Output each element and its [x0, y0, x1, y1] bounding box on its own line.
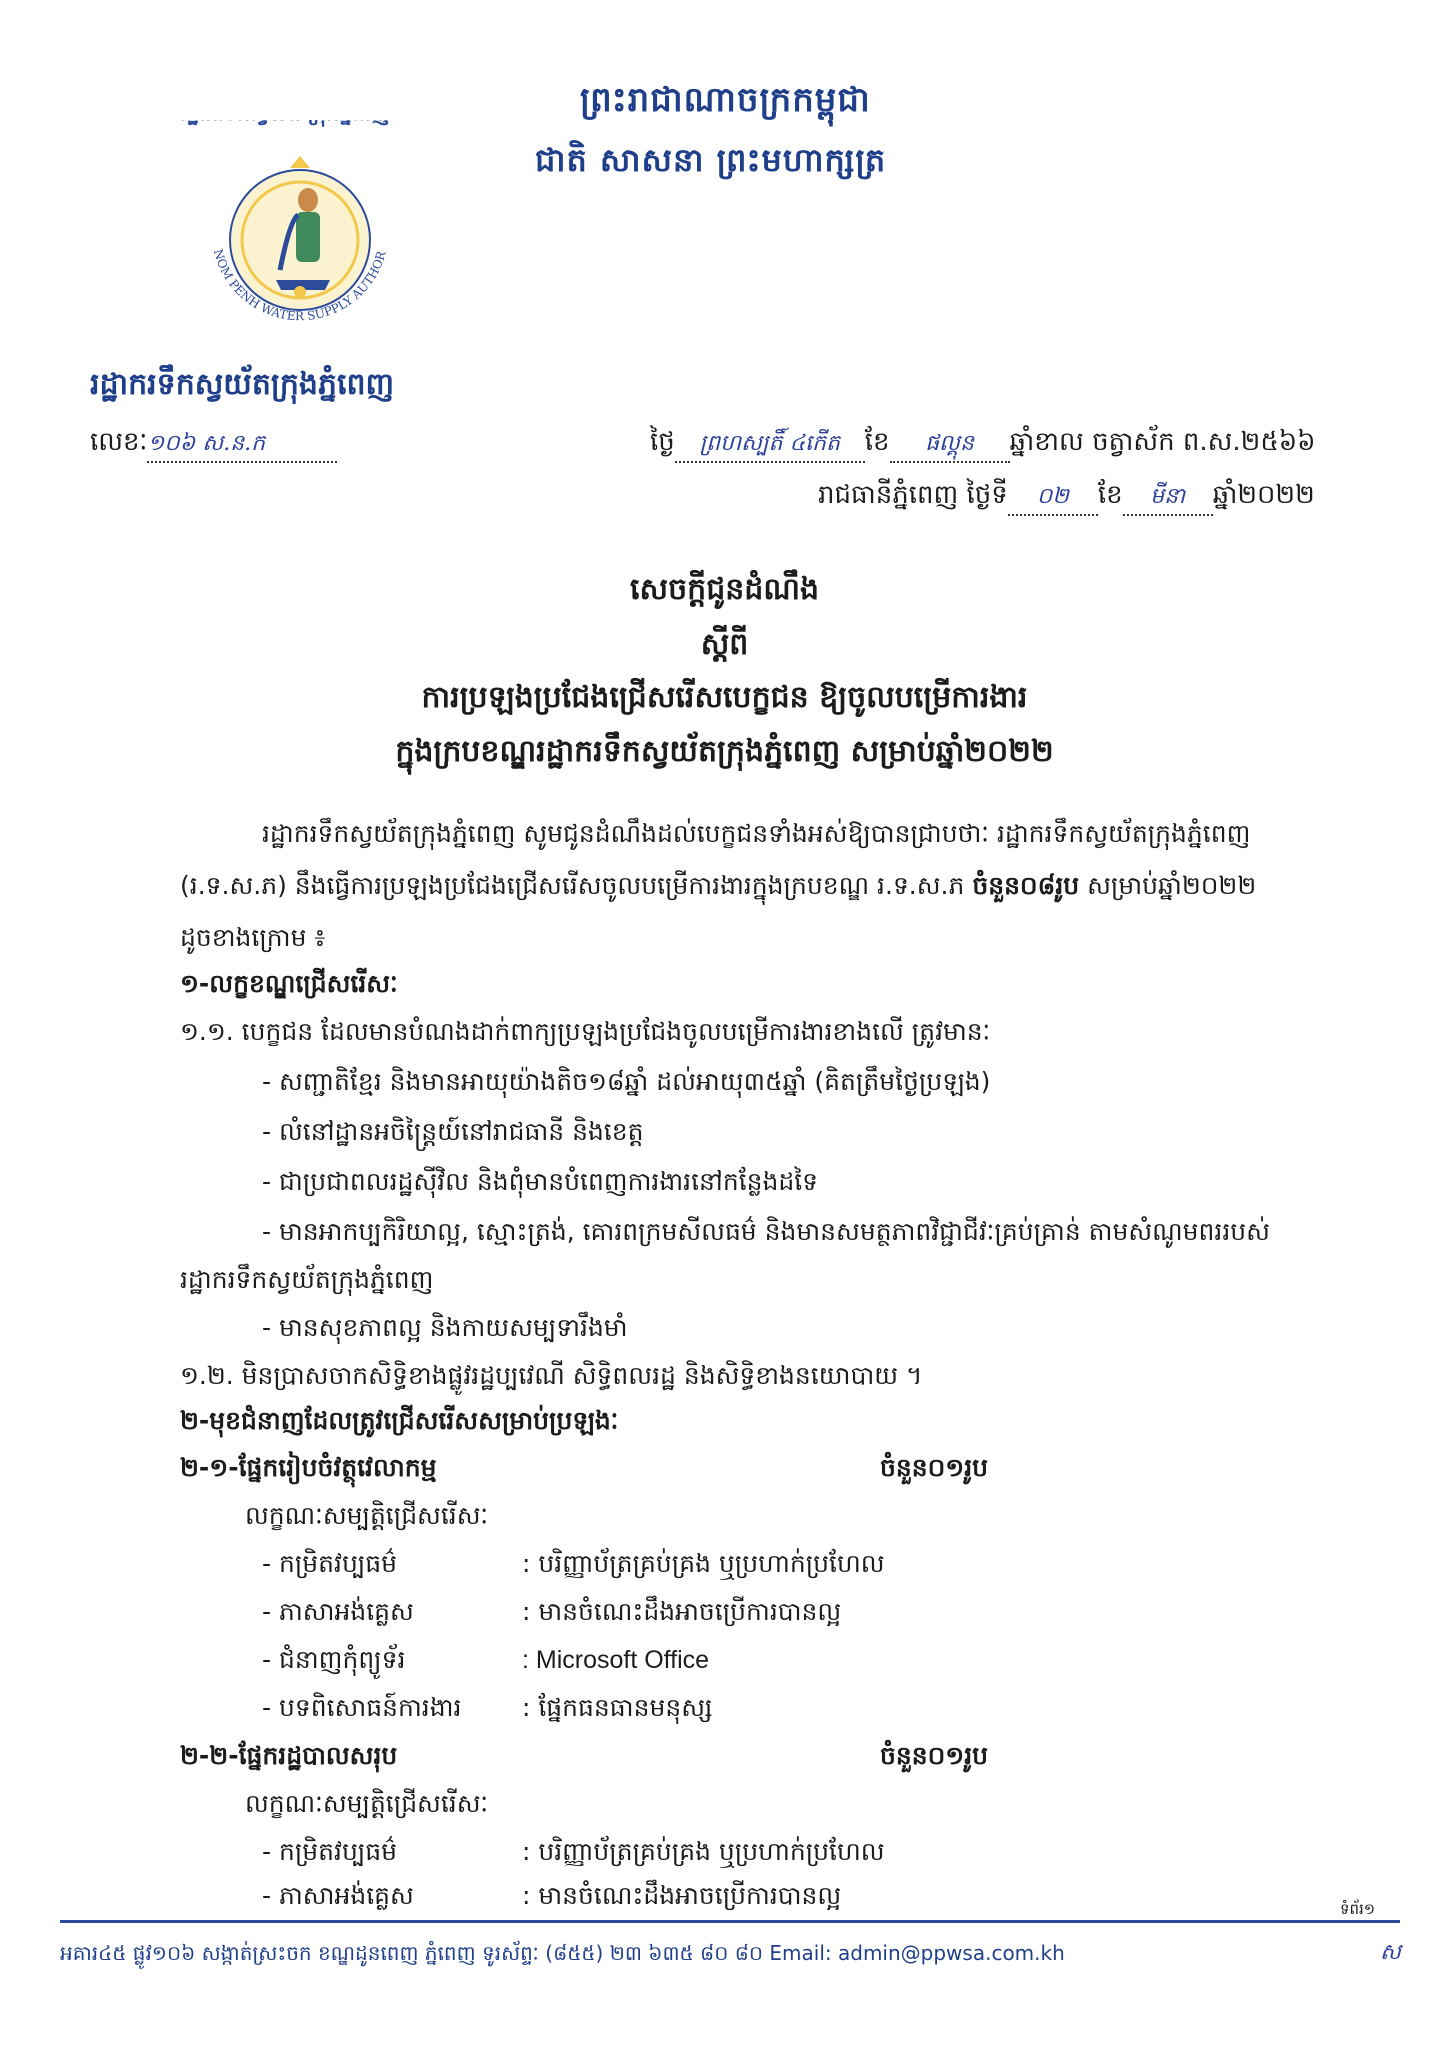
- solar-month-value: មីនា: [1123, 482, 1213, 516]
- criteria-bullet: - សញ្ជាតិខ្មែរ និងមានអាយុយ៉ាងតិច១៨ឆ្នាំ ដល់អាយុ៣៥ឆ្នាំ (គិតត្រឹមថ្ងៃប្រឡង): [262, 1067, 991, 1096]
- national-motto: ជាតិ សាសនា ព្រះមហាក្សត្រ: [535, 141, 887, 179]
- sub1-row-value: : Microsoft Office: [522, 1646, 710, 1674]
- lunar-month-value: ផល្គុន: [890, 429, 1010, 463]
- solar-day-value: ០២: [1008, 482, 1098, 516]
- org-name: រដ្ឋាករទឹកស្វយ័តក្រុងភ្នំពេញ: [90, 367, 395, 402]
- item-1-1: ១.១. បេក្ខជន ដែលមានបំណងដាក់ពាក្យប្រឡងប្រជែងចូលបម្រើការងារខាងលើ ត្រូវមានៈ: [180, 1017, 991, 1046]
- kingdom-title: ព្រះរាជាណាចក្រកម្ពុជា: [580, 80, 871, 120]
- sub1-criteria-label: លក្ខណៈសម្បត្តិជ្រើសរើសៈ: [245, 1501, 489, 1530]
- criteria-bullet-continued: រដ្ឋាករទឹកស្វយ័តក្រុងភ្នំពេញ: [180, 1265, 434, 1294]
- notice-subject-line2: ក្នុងក្របខណ្ឌរដ្ឋាករទឹកស្វយ័តក្រុងភ្នំពេញ សម្រាប់ឆ្នាំ២០២២: [395, 734, 1054, 769]
- sub1-row-value: : មានចំណេះដឹងអាចប្រើការបានល្អ: [522, 1597, 842, 1626]
- lunar-day-value: ព្រហស្បតិ៍ ៤កើត: [675, 429, 865, 463]
- section1-heading: ១-លក្ខខណ្ឌជ្រើសរើសៈ: [180, 969, 398, 998]
- page-number: ទំព័រ១: [1340, 1900, 1376, 1918]
- criteria-bullet: - ជាប្រជាពលរដ្ឋស៊ីវិល និងពុំមានបំពេញការងារនៅកន្លែងដទៃ: [262, 1167, 819, 1196]
- sub1-row-label: - ជំនាញកុំព្យូទ័រ: [262, 1645, 406, 1674]
- sub1-heading: ២-១-ផ្នែករៀបចំវត្ថុវេលាកម្ម: [180, 1453, 437, 1482]
- criteria-bullet: - មានសុខភាពល្អ និងកាយសម្បទារឹងមាំ: [262, 1313, 628, 1342]
- sub1-row-value: : បរិញ្ញាប័ត្រគ្រប់គ្រង ឬប្រហាក់ប្រហែល: [522, 1549, 885, 1578]
- sub2-heading: ២-២-ផ្នែករដ្ឋបាលសរុប: [180, 1741, 398, 1770]
- sub2-count: ចំនួន០១រូប: [880, 1741, 989, 1770]
- ref-value: ១០៦ ស.ន.ក: [147, 429, 337, 463]
- ppwsa-logo: [180, 120, 420, 360]
- solar-place-label: រាជធានីភ្នំពេញ ថ្ងៃទី: [818, 480, 1008, 510]
- notice-subject-label: ស្តីពី: [700, 627, 749, 662]
- logo-text-kh: [180, 120, 390, 127]
- sub1-row-label: - បទពិសោធន៍ការងារ: [262, 1693, 462, 1722]
- intro-line2-a: (រ.ទ.ស.ភ) នឹងធ្វើការប្រឡងប្រជែងជ្រើសរើសចូលបម្រើការងារក្នុងក្របខណ្ឌ រ.ទ.ស.ភ: [180, 871, 973, 900]
- criteria-bullet: - លំនៅដ្ឋានអចិន្ត្រៃយ៍នៅរាជធានី និងខេត្ត: [262, 1117, 644, 1146]
- sub2-criteria-label: លក្ខណៈសម្បត្តិជ្រើសរើសៈ: [245, 1789, 489, 1818]
- sub2-row-value: : មានចំណេះដឹងអាចប្រើការបានល្អ: [522, 1881, 842, 1910]
- ref-label: លេខៈ: [90, 427, 148, 457]
- item-1-2: ១.២. មិនប្រាសចាកសិទ្ធិខាងផ្លូវរដ្ឋប្បវេណី សិទ្ធិពលរដ្ឋ និងសិទ្ធិខាងនយោបាយ ។: [180, 1361, 923, 1390]
- sub2-row-label: - ភាសាអង់គ្លេស: [262, 1881, 414, 1910]
- intro-line1: រដ្ឋាករទឹកស្វយ័តក្រុងភ្នំពេញ សូមជូនដំណឹងដល់បេក្ខជនទាំងអស់ឱ្យបានជ្រាបថាៈ រដ្ឋាករទឹកស្វយ័តក្រុងភ្នំពេញ: [262, 819, 1251, 848]
- ref-number: [90, 425, 337, 463]
- intro-line3: ដូចខាងក្រោម ៖: [180, 923, 326, 952]
- lunar-year: ឆ្នាំខាល ចត្វាស័ក ព.ស.២៥៦៦: [1009, 427, 1316, 457]
- footer-address: អគារ៤៥ ផ្លូវ១០៦ សង្កាត់ស្រះចក ខណ្ឌដូនពេញ ភ្នំពេញ ទូរស័ព្ទៈ (៨៥៥) ២៣ ៦៣៥ ៨០ ៨០ Email: admin@ppwsa.com.kh: [60, 1941, 1065, 1965]
- logo-text-en: NOM PENH WATER SUPPLY AUTHOR: [210, 247, 389, 324]
- solar-month-label: ខែ: [1097, 480, 1123, 510]
- solar-date: [818, 478, 1315, 516]
- sub2-row-value: : បរិញ្ញាប័ត្រគ្រប់គ្រង ឬប្រហាក់ប្រហែល: [522, 1837, 885, 1866]
- sub1-row-label: - កម្រិតវប្បធម៌: [262, 1549, 398, 1578]
- sub2-row-label: - កម្រិតវប្បធម៌: [262, 1837, 398, 1866]
- lunar-month-label: ខែ: [864, 427, 890, 457]
- intro-count: ចំនួន០៨រូប: [972, 871, 1080, 900]
- criteria-bullet: - មានអាកប្បកិរិយាល្អ, ស្មោះត្រង់, គោរពក្រមសីលធម៌ និងមានសមត្ថភាពវិជ្ជាជីវៈគ្រប់គ្រាន់ តាមសំណូមពររបស់: [262, 1217, 1270, 1246]
- intro-line2: [180, 870, 1256, 903]
- lunar-day-label: ថ្ងៃ: [650, 427, 675, 457]
- section2-heading: ២-មុខជំនាញដែលត្រូវជ្រើសរើសសម្រាប់ប្រឡងៈ: [180, 1406, 619, 1435]
- sub1-count: ចំនួន០១រូប: [880, 1453, 989, 1482]
- sub1-row-value: : ផ្នែកធនធានមនុស្ស: [522, 1693, 713, 1722]
- footer-divider: [60, 1920, 1400, 1923]
- notice-title: សេចក្តីជូនដំណឹង: [630, 572, 819, 607]
- intro-line2-c: សម្រាប់ឆ្នាំ២០២២: [1079, 871, 1257, 900]
- page-initials: ស: [1380, 1940, 1401, 1965]
- notice-subject-line1: ការប្រឡងប្រជែងជ្រើសរើសបេក្ខជន ឱ្យចូលបម្រើការងារ: [421, 680, 1028, 715]
- lunar-date: [650, 425, 1316, 463]
- solar-year: ឆ្នាំ២០២២: [1212, 480, 1315, 510]
- sub1-row-label: - ភាសាអង់គ្លេស: [262, 1597, 414, 1626]
